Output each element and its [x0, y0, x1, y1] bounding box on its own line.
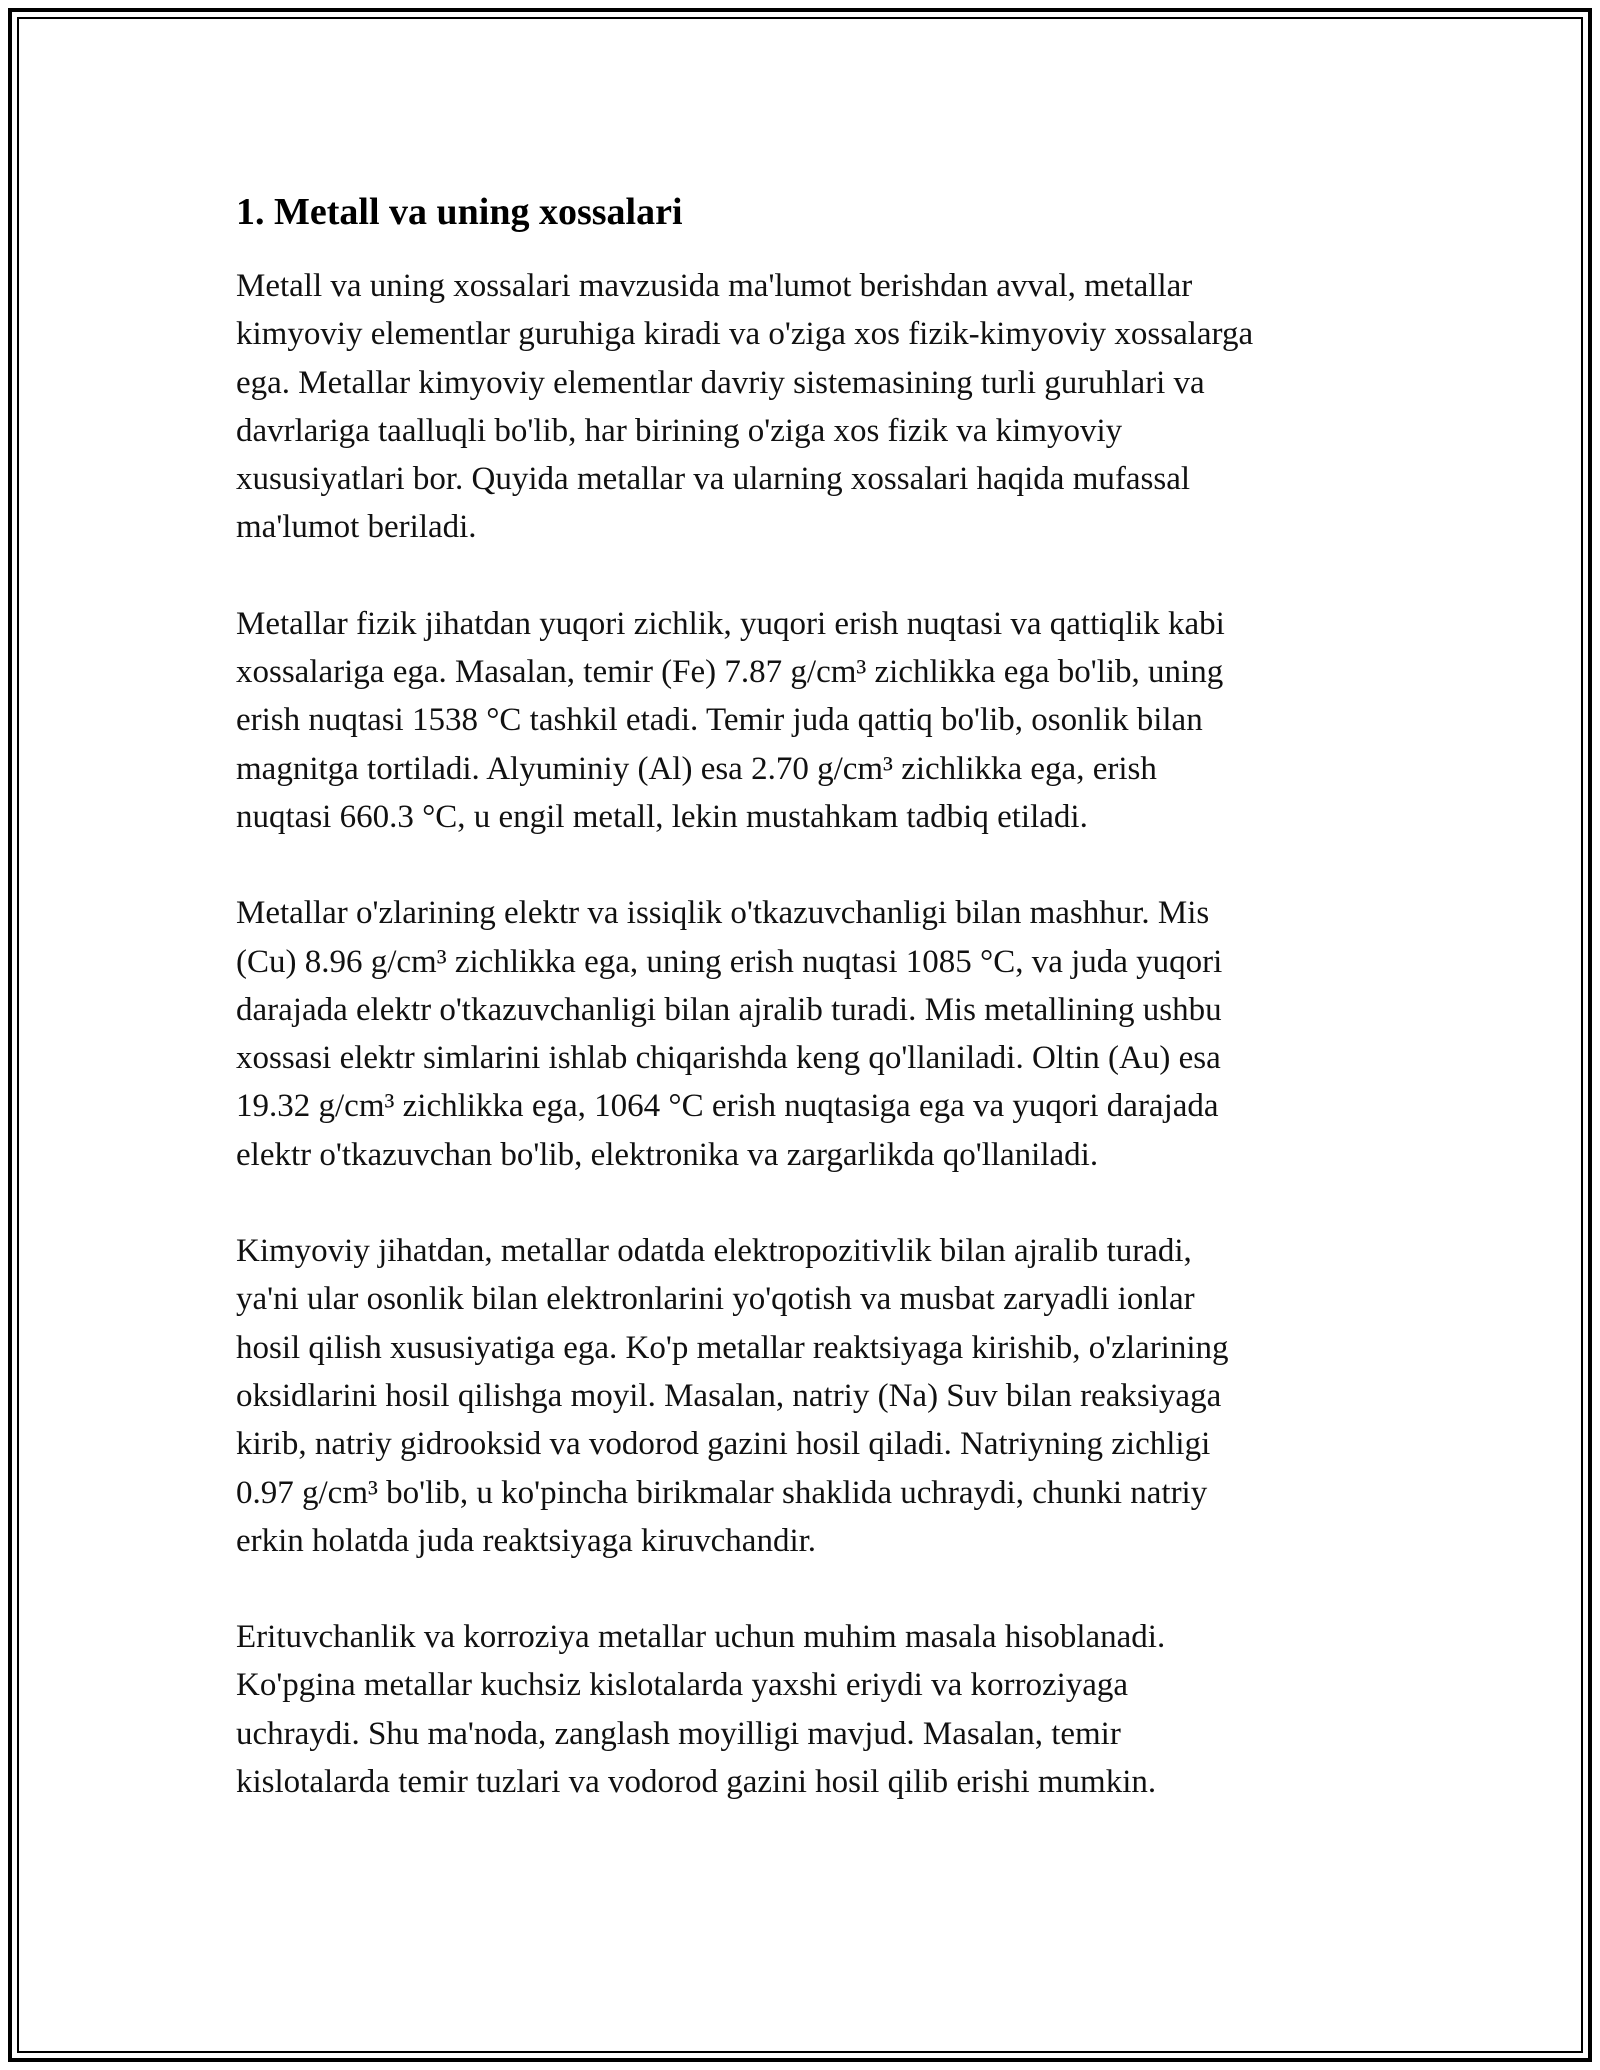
paragraph-line: Metall va uning xossalari mavzusida ma'lumot berishdan avval, metallar [236, 268, 1193, 304]
paragraph-line: (Cu) 8.96 g/cm³ zichlikka ega, uning erish nuqtasi 1085 °C, va juda yuqori [236, 943, 1223, 980]
paragraph-line: kirib, natriy gidrooksid va vodorod gazini hosil qiladi. Natriyning zichligi [236, 1426, 1211, 1463]
paragraph-line: erkin holatda juda reaktsiyaga kiruvchandir. [236, 1522, 817, 1559]
paragraph-line: uchraydi. Shu ma'noda, zanglash moyilligi mavjud. Masalan, temir [236, 1715, 1121, 1752]
paragraph-line: 0.97 g/cm³ bo'lib, u ko'pincha birikmalar shaklida uchraydi, chunki natriy [236, 1474, 1208, 1511]
paragraph [236, 600, 1386, 841]
paragraph [236, 262, 1386, 552]
paragraph-line: Ko'pgina metallar kuchsiz kislotalarda yaxshi eriydi va korroziyaga [236, 1667, 1129, 1704]
paragraph-line: Metallar o'zlarining elektr va issiqlik o'tkazuvchanligi bilan mashhur. Mis [236, 895, 1210, 932]
paragraph-line: elektr o'tkazuvchan bo'lib, elektronika va zargarlikda qo'llaniladi. [236, 1136, 1099, 1173]
document-body [236, 188, 1386, 1854]
paragraph-line: ega. Metallar kimyoviy elementlar davriy sistemasining turli guruhlari va [236, 364, 1205, 401]
paragraph-line: ma'lumot beriladi. [236, 509, 477, 546]
paragraph-line: erish nuqtasi 1538 °C tashkil etadi. Temir juda qattiq bo'lib, osonlik bilan [236, 702, 1203, 739]
paragraph-line: ya'ni ular osonlik bilan elektronlarini yo'qotish va musbat zaryadli ionlar [236, 1281, 1195, 1318]
paragraph-line: Kimyoviy jihatdan, metallar odatda elektropozitivlik bilan ajralib turadi, [236, 1233, 1192, 1270]
page-title: 1. Metall va uning xossalari [236, 191, 683, 233]
paragraph-line: xususiyatlari bor. Quyida metallar va ularning xossalari haqida mufassal [236, 461, 1191, 498]
paragraph-list [236, 262, 1386, 1806]
paragraph-line: davrlariga taalluqli bo'lib, har birining o'ziga xos fizik va kimyoviy [236, 412, 1123, 449]
paragraph [236, 1227, 1386, 1565]
paragraph-line: magnitga tortiladi. Alyuminiy (Al) esa 2.70 g/cm³ zichlikka ega, erish [236, 750, 1157, 787]
paragraph-line: xossalariga ega. Masalan, temir (Fe) 7.87 g/cm³ zichlikka ega bo'lib, uning [236, 654, 1224, 691]
paragraph-line: oksidlarini hosil qilishga moyil. Masalan, natriy (Na) Suv bilan reaksiyaga [236, 1377, 1222, 1414]
paragraph [236, 889, 1386, 1179]
paragraph-line: kimyoviy elementlar guruhiga kiradi va o'ziga xos fizik-kimyoviy xossalarga [236, 316, 1254, 353]
paragraph-line: 19.32 g/cm³ zichlikka ega, 1064 °C erish nuqtasiga ega va yuqori darajada [236, 1088, 1219, 1125]
paragraph-line: darajada elektr o'tkazuvchanligi bilan ajralib turadi. Mis metallining ushbu [236, 991, 1222, 1028]
paragraph-line: hosil qilish xususiyatiga ega. Ko'p metallar reaktsiyaga kirishib, o'zlarining [236, 1329, 1229, 1366]
paragraph-line: nuqtasi 660.3 °C, u engil metall, lekin mustahkam tadbiq etiladi. [236, 798, 1088, 835]
paragraph [236, 1613, 1386, 1806]
paragraph-line: xossasi elektr simlarini ishlab chiqarishda keng qo'llaniladi. Oltin (Au) esa [236, 1040, 1221, 1077]
paragraph-line: Metallar fizik jihatdan yuqori zichlik, yuqori erish nuqtasi va qattiqlik kabi [236, 605, 1225, 642]
paragraph-line: Erituvchanlik va korroziya metallar uchun muhim masala hisoblanadi. [236, 1619, 1166, 1656]
paragraph-line: kislotalarda temir tuzlari va vodorod gazini hosil qilib erishi mumkin. [236, 1764, 1157, 1801]
